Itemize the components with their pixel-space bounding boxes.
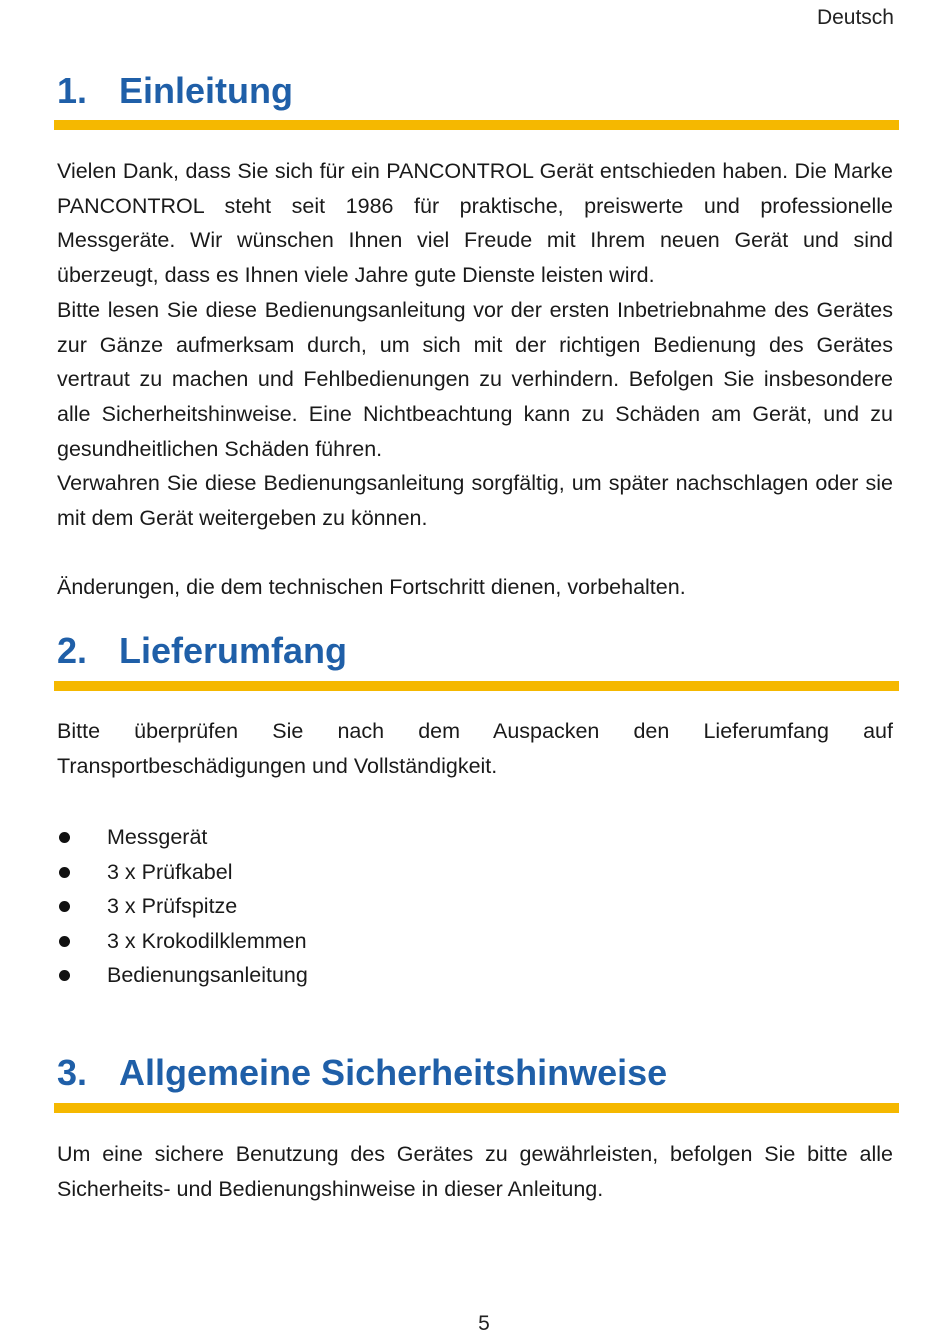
section-heading-lieferumfang [57,630,348,671]
bullet-icon [59,936,70,947]
paragraph: Änderungen, die dem technischen Fortschritt dienen, vorbehalten. [57,575,686,600]
bullet-icon [59,867,70,878]
spacer [57,536,893,571]
list-item [57,924,308,959]
list-item [57,958,308,993]
section-divider [54,681,899,691]
list-item-text: 3 x Prüfkabel [107,859,233,884]
contents-list [57,820,308,993]
section-title-text: Einleitung [119,70,293,111]
page-number: 5 [478,1312,490,1335]
section-body-einleitung [57,154,893,605]
bullet-icon [59,901,70,912]
list-item-text: Messgerät [107,825,208,849]
paragraph: Vielen Dank, dass Sie sich für ein PANCONTROL Gerät entschieden haben. Die Marke PANCONTROL steht seit 1986 für praktische, preiswerte und professionelle Messgeräte. Wir wünschen Ihnen viel Freude mit Ihrem neuen Gerät und sind überzeugt, dass es Ihnen viele Jahre gute Dienste leisten wird. [57,159,893,288]
paragraph: Verwahren Sie diese Bedienungsanleitung sorgfältig, um später nachschlagen oder sie mit dem Gerät weitergeben zu können. [57,471,893,531]
paragraph: Um eine sichere Benutzung des Gerätes zu gewährleisten, befolgen Sie bitte alle Sicherheits- und Bedienungshinweise in dieser Anleitung. [57,1142,893,1201]
list-item [57,855,308,890]
list-item [57,889,308,924]
section-number: 3. [57,1052,88,1093]
section-body-sicherheitshinweise [57,1137,893,1206]
section-title-text: Allgemeine Sicherheitshinweise [119,1052,668,1093]
list-item [57,820,308,855]
section-body-lieferumfang [57,714,893,783]
paragraph: Bitte überprüfen Sie nach dem Auspacken den Lieferumfang auf Transportbeschädigungen und Vollständigkeit. [57,719,893,778]
paragraph: Bitte lesen Sie diese Bedienungsanleitung vor der ersten Inbetriebnahme des Gerätes zur Gänze aufmerksam durch, um sich mit der richtigen Bedienung des Gerätes vertraut zu machen und Fehlbedienungen zu verhindern. Befolgen Sie insbesondere alle Sicherheitshinweise. Eine Nichtbeachtung kann zu Schäden am Gerät, und zu gesundheitlichen Schäden führen. [57,297,893,461]
section-title-text: Lieferumfang [119,630,348,671]
section-divider [54,1103,899,1113]
section-divider [54,120,899,130]
list-item-text: Bedienungsanleitung [107,963,308,988]
section-number: 1. [57,70,88,111]
section-heading-sicherheitshinweise [57,1052,668,1093]
section-heading-einleitung [57,70,293,111]
bullet-icon [59,832,70,843]
list-item-text: 3 x Prüfspitze [107,894,238,919]
section-number: 2. [57,630,88,671]
bullet-icon [59,970,70,981]
list-item-text: 3 x Krokodilklemmen [107,928,307,953]
language-label: Deutsch [816,6,894,29]
